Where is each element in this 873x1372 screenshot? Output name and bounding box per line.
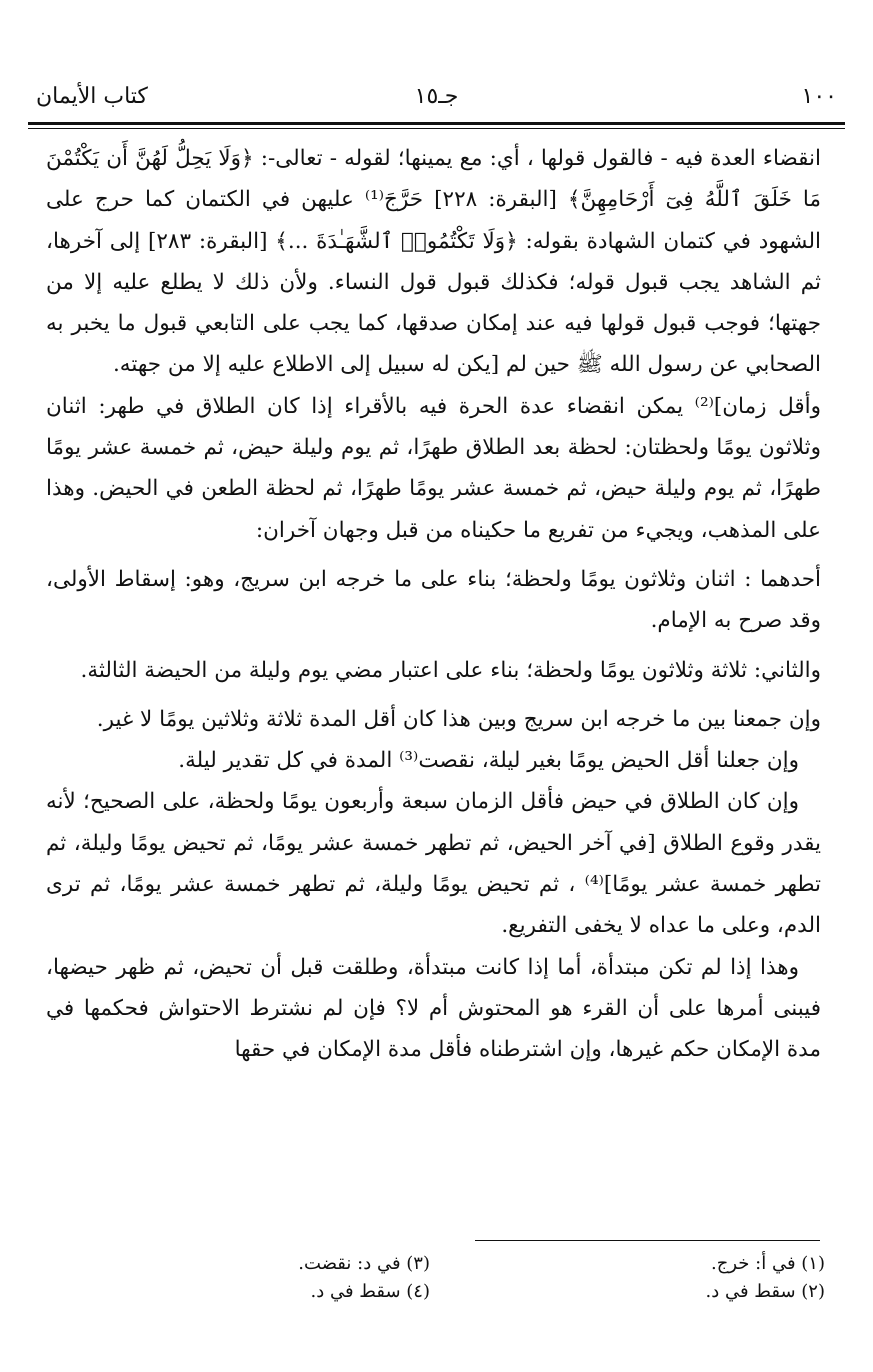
paragraph-3: أحدهما : اثنان وثلاثون يومًا ولحظة؛ بناء على ما خرجه ابن سريج، وهو: إسقاط الأولى، وقد صرح به الإمام. xyxy=(46,566,821,634)
volume-label: جـ١٥ xyxy=(414,84,459,109)
footnote-rule xyxy=(475,1240,820,1241)
paragraph-7: وإن كان الطلاق في حيض فأقل الزمان سبعة وأربعون يومًا ولحظة، على الصحيح؛ لأنه يقدر وقوع الطلاق [في آخر الحيض، ثم تطهر خمسة عشر يومًا، ثم تحيض يومًا وليلة، ثم تطهر خمسة عشر يومًا]⁽⁴⁾ ، ثم تحيض يومًا وليلة، ثم تطهر خمسة عشر يومًا، ثم ترى الدم، وعلى ما عداه لا يخفى التفريع. xyxy=(46,789,821,939)
footnote-column-left xyxy=(130,1250,430,1306)
paragraph-1: انقضاء العدة فيه - فالقول قولها ، أي: مع يمينها؛ لقوله - تعالى-: ﴿وَلَا يَحِلُّ لَهُنَّ أَن يَكْتُمْنَ مَا خَلَقَ ٱللَّهُ فِىٓ أَرْحَامِهِنَّ﴾ [البقرة: ٢٢٨] حَرَّجَ⁽¹⁾ عليهن في الكتمان كما حرج على الشهود في كتمان الشهادة بقوله: ﴿وَلَا تَكْتُمُوا۟ ٱلشَّهَـٰدَةَ ...﴾ [البقرة: ٢٨٣] إلى آخرها، ثم الشاهد يجب قبول قوله؛ فكذلك قبول قول النساء. ولأن ذلك لا يطلع عليه إلا من جهتها؛ فوجب قبول قولها فيه عند إمكان صدقها، كما يجب على التابعي قبول ما يخبر به الصحابي عن رسول الله ﷺ حين لم [يكن له سبيل إلى الاطلاع عليه إلا من جهته. xyxy=(46,146,821,378)
footnotes xyxy=(40,1250,825,1310)
paragraph-5: وإن جمعنا بين ما خرجه ابن سريج وبين هذا كان أقل المدة ثلاثة وثلاثين يومًا لا غير. xyxy=(96,706,821,732)
footnote-1: (١) في أ: خرج. xyxy=(711,1253,825,1274)
paragraph-2: وأقل زمان]⁽²⁾ يمكن انقضاء عدة الحرة فيه بالأقراء إذا كان الطلاق في طهر: اثنان وثلاثون يومًا ولحظتان: لحظة بعد الطلاق طهرًا، ثم يوم وليلة حيض، ثم خمسة عشر يومًا طهرًا، ثم يوم وليلة حيض، ثم خمسة عشر يومًا طهرًا، ثم لحظة الطعن في الحيض. وهذا على المذهب، ويجيء من تفريع ما حكيناه من قبل وجهان آخران: xyxy=(46,393,821,543)
footnote-2: (٢) سقط في د. xyxy=(705,1281,825,1302)
page-header xyxy=(30,78,843,114)
footnote-4: (٤) سقط في د. xyxy=(310,1281,430,1302)
header-rule-thick xyxy=(28,122,845,125)
book-title: كتاب الأيمان xyxy=(36,84,148,109)
footnote-3: (٣) في د: نقضت. xyxy=(298,1253,430,1274)
paragraph-4: والثاني: ثلاثة وثلاثون يومًا ولحظة؛ بناء على اعتبار مضي يوم وليلة من الحيضة الثالثة. xyxy=(80,657,821,683)
main-text xyxy=(46,138,821,1071)
header-rule-thin xyxy=(28,128,845,129)
footnote-column-right xyxy=(525,1250,825,1306)
paragraph-6: وإن جعلنا أقل الحيض يومًا بغير ليلة، نقصت⁽³⁾ المدة في كل تقدير ليلة. xyxy=(178,748,799,774)
page-number: ١٠٠ xyxy=(801,84,837,109)
paragraph-8: وهذا إذا لم تكن مبتدأة، أما إذا كانت مبتدأة، وطلقت قبل أن تحيض، ثم ظهر حيضها، فيبنى أمرها على أن القرء هو المحتوش أم لا؟ فإن لم نشترط الاحتواش فحكمها في مدة الإمكان حكم غيرها، وإن اشترطناه فأقل مدة الإمكان في حقها xyxy=(46,954,821,1063)
